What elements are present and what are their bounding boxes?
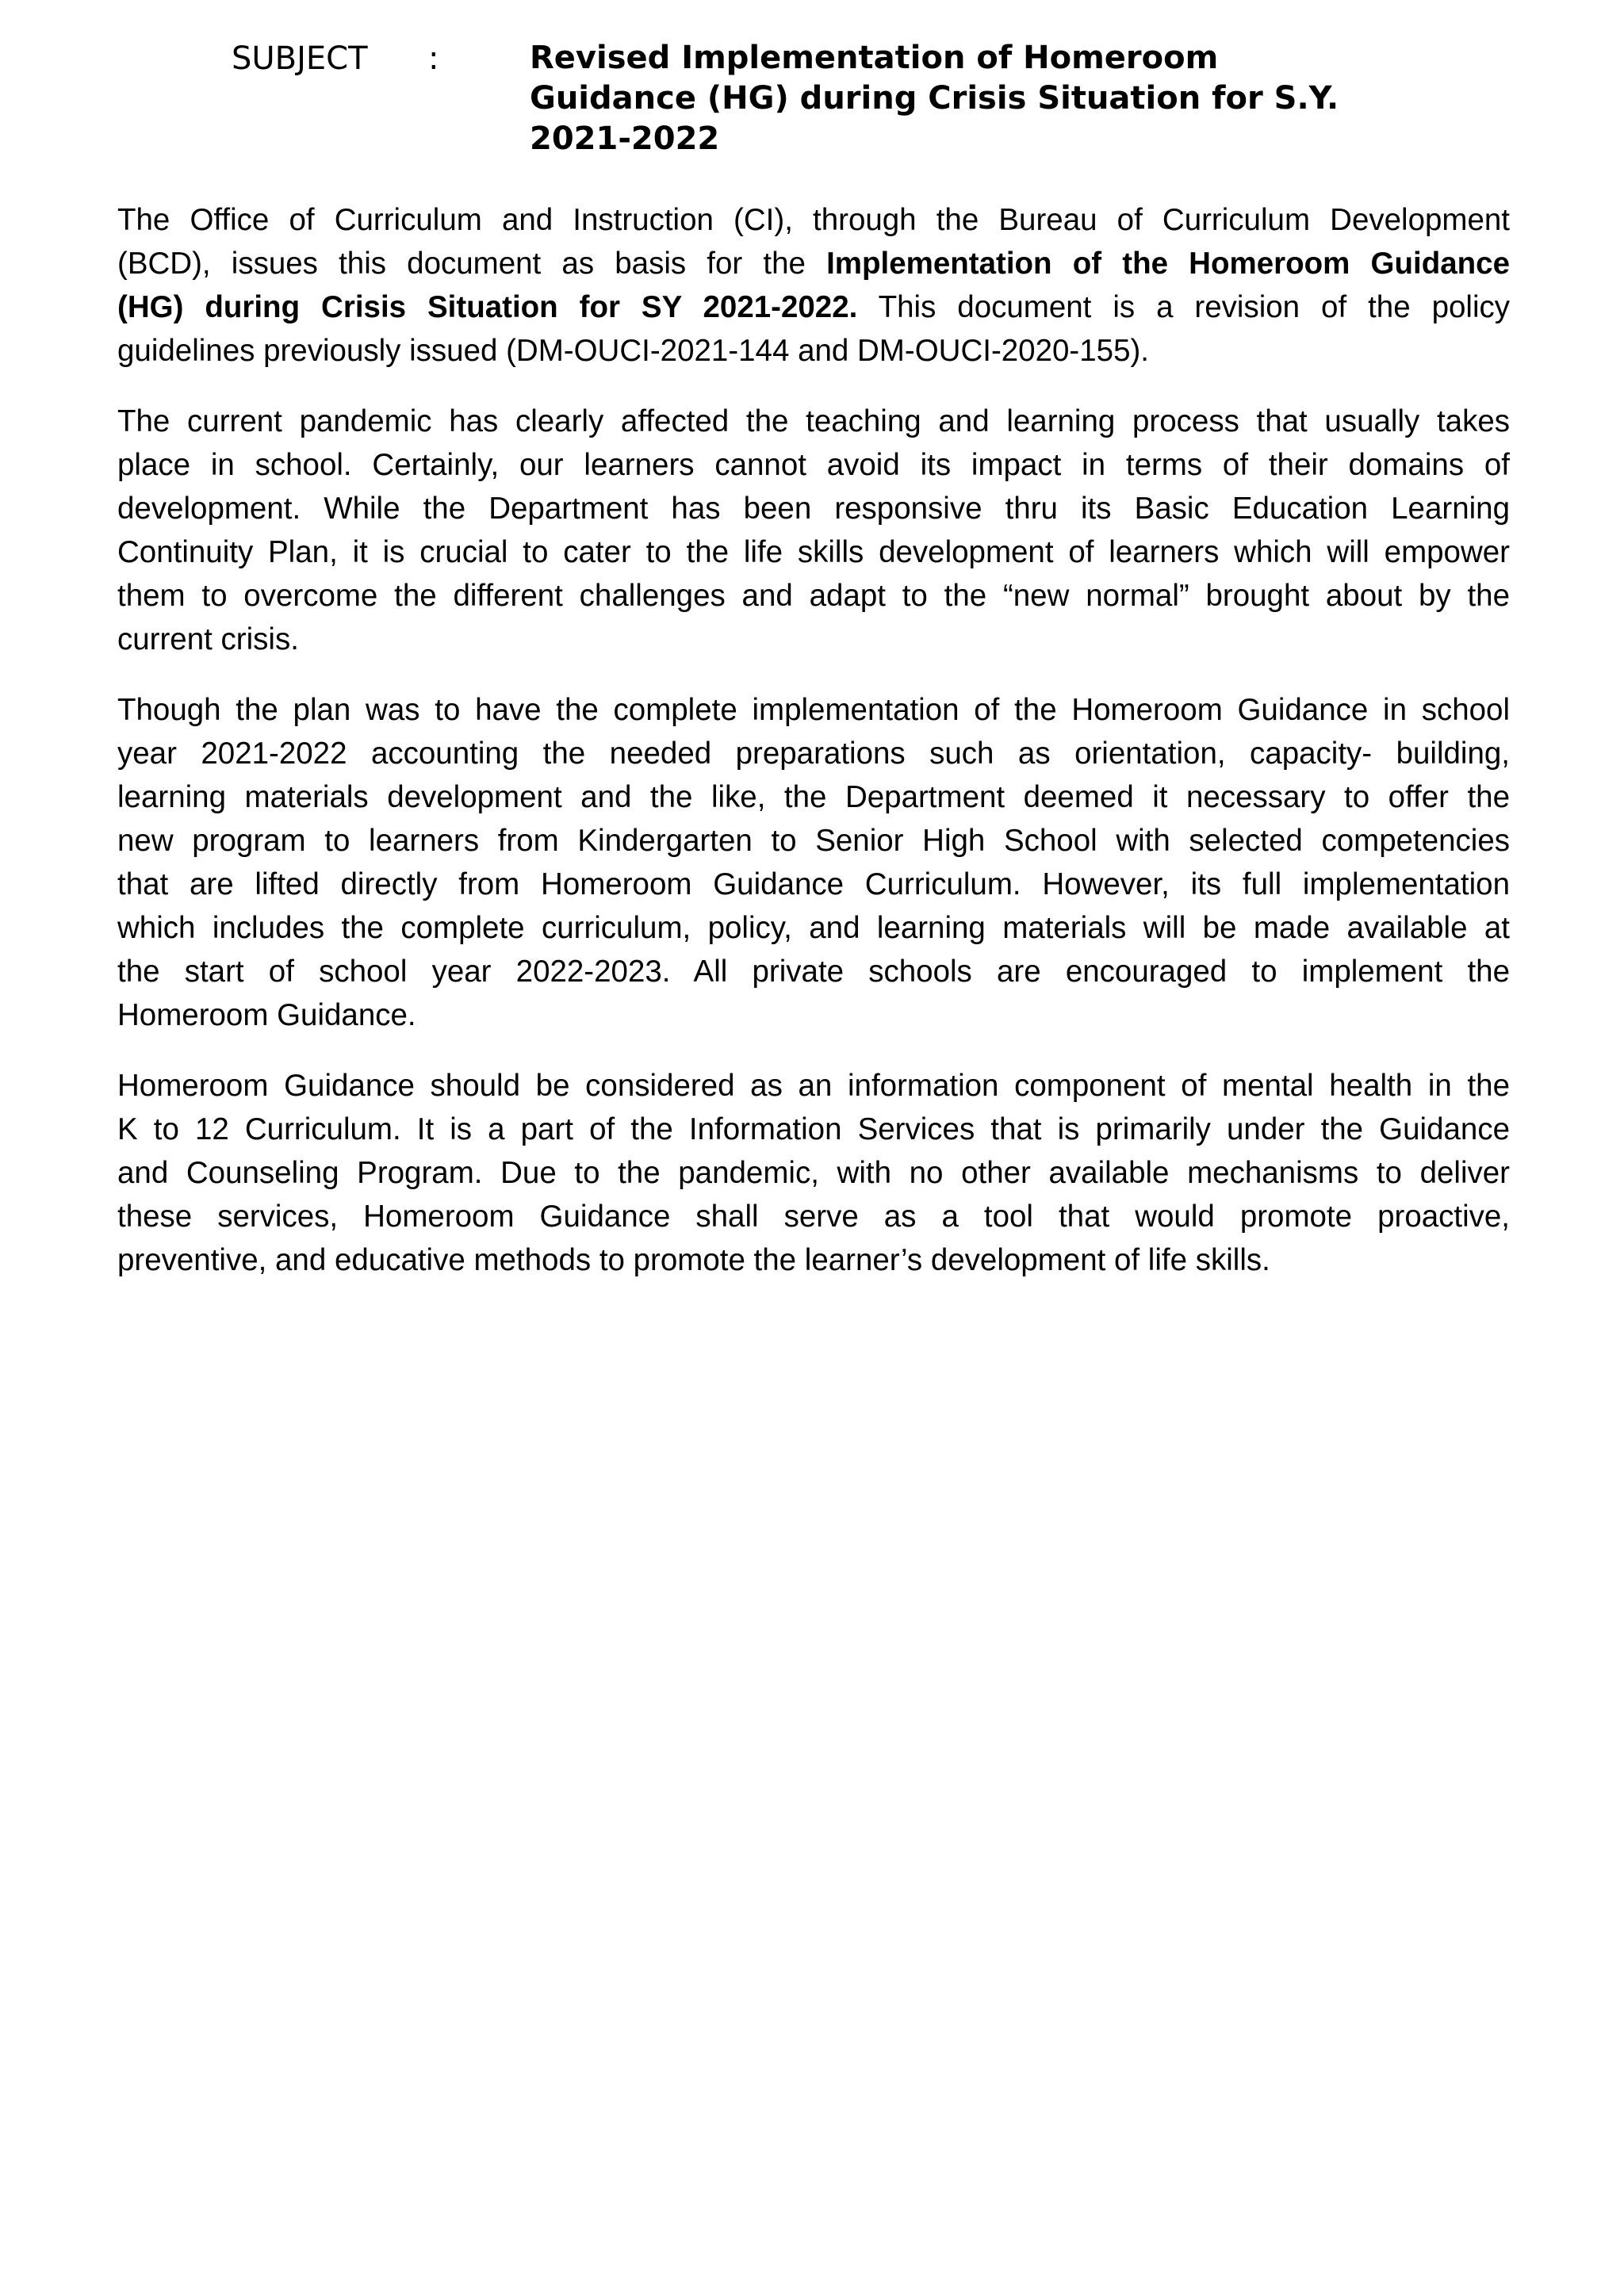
body-paragraph — [117, 688, 1510, 1037]
text-run: The Office of Curriculum and Instruction (CI), through the Bureau of Curriculum Development — [117, 203, 1510, 237]
text-run: (BCD), issues this document as basis for the — [117, 247, 827, 281]
paragraph-line — [117, 1238, 1510, 1282]
text-run: them to overcome the different challenges and adapt to the “new normal” brought about by the — [117, 579, 1510, 613]
paragraph-line — [117, 443, 1510, 487]
text-run: Continuity Plan, it is crucial to cater to the life skills development of learners which will empower — [117, 535, 1510, 569]
text-run: these services, Homeroom Guidance shall serve as a tool that would promote proactive, — [117, 1200, 1510, 1234]
text-run: development. While the Department has been responsive thru its Basic Education Learning — [117, 492, 1510, 526]
text-run: This document is a revision of the policy — [857, 290, 1511, 324]
text-run: new program to learners from Kindergarten to Senior High School with selected competencies — [117, 824, 1510, 858]
subject-label: SUBJECT — [232, 40, 368, 77]
paragraph-line — [117, 1064, 1510, 1108]
text-run: Homeroom Guidance should be considered as an information component of mental health in the — [117, 1069, 1510, 1103]
subject-title-line: Guidance (HG) during Crisis Situation for S.Y. — [530, 80, 1339, 117]
subject-title — [530, 38, 1339, 159]
paragraph-line — [117, 688, 1510, 732]
paragraph-line — [117, 285, 1510, 329]
text-run: K to 12 Curriculum. It is a part of the Information Services that is primarily under the Guidance — [117, 1112, 1510, 1146]
paragraph-line — [117, 198, 1510, 242]
text-run: that are lifted directly from Homeroom Guidance Curriculum. However, its full implementation — [117, 867, 1510, 901]
text-run: The current pandemic has clearly affected the teaching and learning process that usually takes — [117, 404, 1510, 438]
paragraph-line — [117, 1151, 1510, 1195]
text-run: the start of school year 2022-2023. All private schools are encouraged to implement the — [117, 955, 1510, 989]
paragraph-line — [117, 950, 1510, 993]
body-text — [117, 198, 1510, 1309]
text-run: year 2021-2022 accounting the needed preparations such as orientation, capacity- building, — [117, 737, 1510, 771]
body-paragraph — [117, 198, 1510, 373]
text-run: place in school. Certainly, our learners cannot avoid its impact in terms of their domains of — [117, 448, 1510, 482]
bold-text-run: Implementation of the Homeroom Guidance — [826, 247, 1510, 281]
paragraph-line — [117, 1195, 1510, 1238]
text-run: and Counseling Program. Due to the pandemic, with no other available mechanisms to deliver — [117, 1156, 1510, 1190]
paragraph-line — [117, 329, 1510, 373]
text-run: which includes the complete curriculum, policy, and learning materials will be made available at — [117, 911, 1510, 945]
paragraph-line — [117, 993, 1510, 1037]
paragraph-line — [117, 863, 1510, 906]
body-paragraph — [117, 1064, 1510, 1282]
text-run: preventive, and educative methods to promote the learner’s development of life skills. — [117, 1243, 1270, 1277]
text-run: Though the plan was to have the complete implementation of the Homeroom Guidance in school — [117, 693, 1510, 727]
paragraph-line — [117, 400, 1510, 443]
paragraph-line — [117, 775, 1510, 819]
body-paragraph — [117, 400, 1510, 661]
paragraph-line — [117, 732, 1510, 775]
paragraph-line — [117, 574, 1510, 618]
text-run: learning materials development and the like, the Department deemed it necessary to offer the — [117, 780, 1510, 814]
paragraph-line — [117, 906, 1510, 950]
paragraph-line — [117, 487, 1510, 530]
paragraph-line — [117, 530, 1510, 574]
paragraph-line — [117, 618, 1510, 661]
subject-title-line: 2021-2022 — [530, 121, 720, 157]
paragraph-line — [117, 1108, 1510, 1151]
paragraph-line — [117, 242, 1510, 285]
text-run: current crisis. — [117, 622, 299, 656]
subject-colon: : — [428, 40, 439, 77]
bold-text-run: (HG) during Crisis Situation for SY 2021-2022. — [117, 290, 858, 324]
text-run: Homeroom Guidance. — [117, 998, 416, 1032]
subject-title-line: Revised Implementation of Homeroom — [530, 40, 1219, 76]
paragraph-line — [117, 819, 1510, 863]
text-run: guidelines previously issued (DM-OUCI-2021-144 and DM-OUCI-2020-155). — [117, 334, 1149, 368]
